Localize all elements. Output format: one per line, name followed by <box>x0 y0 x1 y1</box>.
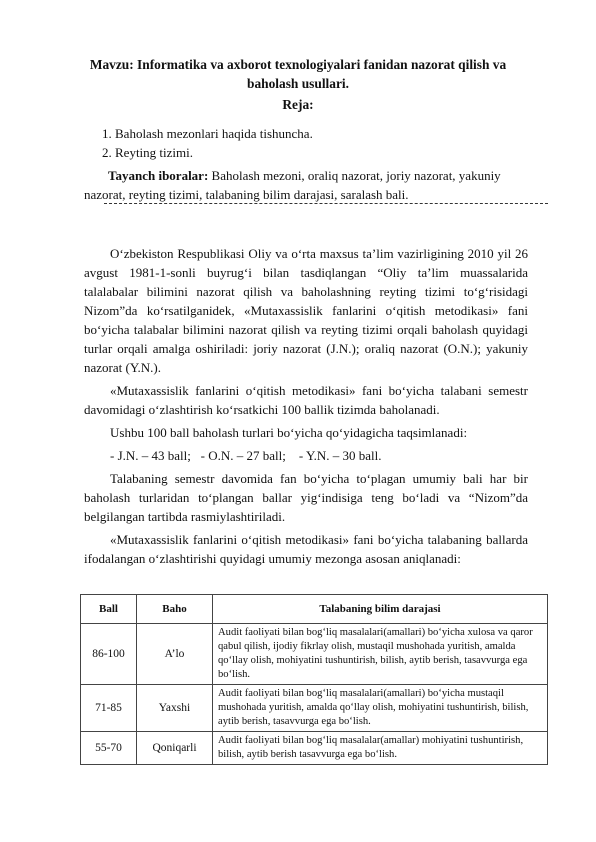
score-range-cell: 86-100 <box>81 624 137 685</box>
grading-table <box>80 594 548 765</box>
body-text <box>84 244 528 572</box>
paragraph: «Mutaxassislik fanlarini o‘qitish metodikasi» fani bo‘yicha talabani semestr davomidagi o‘zlashtirish ko‘rsatkichi 100 ballik tizimda baholanadi. <box>84 383 528 417</box>
document-title: Mavzu: Informatika va axborot texnologiyalari fanidan nazorat qilish va baholash usullari. <box>89 57 507 91</box>
score-range-cell: 71-85 <box>81 685 137 732</box>
plan-heading: Reja: <box>282 97 314 112</box>
paragraph: Talabaning semestr davomida fan bo‘yicha to‘plagan umumiy bali har bir baholash turlaridan to‘plangan ballar yig‘indisiga teng bo‘ladi va “Nizom”da belgilangan tartibda rasmiylashtiriladi. <box>84 471 528 524</box>
column-header: Talabaning bilim darajasi <box>213 595 548 624</box>
table-header-row <box>81 595 548 624</box>
column-header: Baho <box>137 595 213 624</box>
description-cell: Audit faoliyati bilan bog‘liq masalalari(amallari) bo‘yicha mustaqil mushohada yuritish, amalda qo‘llay olish, mohiyatini tushuntirish, bilish, aytib berish, tasavvurga ega bo‘lish. <box>213 685 548 732</box>
table-row <box>81 685 548 732</box>
grade-cell: Qoniqarli <box>137 732 213 765</box>
paragraph: O‘zbekiston Respublikasi Oliy va o‘rta maxsus ta’lim vazirligining 2010 yil 26 avgust 1981-1-sonli buyrug‘i bilan tasdiqlangan “Oliy ta’lim muassalarida talalabalar bilimini nazorat qilish va baholashning reyting tizimi to‘g‘risidagi Nizom”da ko‘rsatilganidek, «Mutaxassislik fanlarini o‘qitish metodikasi» fani bo‘yicha talabalar bilimini nazorat qilish va reyting tizimi orqali baholash quyidagi turlar orqali amalga oshiriladi: joriy nazorat (J.N.); oraliq nazorat (O.N.); yakuniy nazorat (Y.N.). <box>84 246 528 375</box>
score-range-cell: 55-70 <box>81 732 137 765</box>
grade-distribution: - J.N. – 43 ball; - O.N. – 27 ball; - Y.N. – 30 ball. <box>110 448 382 463</box>
paragraph: «Mutaxassislik fanlarini o‘qitish metodikasi» fani bo‘yicha talabaning ballarda ifodalangan o‘zlashtirishi quyidagi umumiy mezonga asosan aniqlanadi: <box>84 532 528 566</box>
keywords-text: Baholash mezoni, oraliq nazorat, joriy nazorat, yakuniy nazorat, reyting tizimi, talabaning bilim darajasi, saralash bali. <box>84 168 501 202</box>
dashed-divider <box>104 203 548 204</box>
description-cell: Audit faoliyati bilan bog‘liq masalalari(amallari) bo‘yicha xulosa va qaror qabul qilish, ijodiy fikrlay olish, mustaqil mushohada yuritish, amalda qo‘llay olish, mohiyatini tushuntirish, bilish, aytib berish, tasavvurga ega bo‘lish. <box>213 624 548 685</box>
keywords-paragraph <box>84 166 512 204</box>
plan-item: 1. Baholash mezonlari haqida tishuncha. <box>102 126 313 141</box>
grade-cell: Yaxshi <box>137 685 213 732</box>
table-row <box>81 732 548 765</box>
plan-item: 2. Reyting tizimi. <box>102 145 193 160</box>
column-header: Ball <box>81 595 137 624</box>
keywords-label: Tayanch iboralar: <box>108 168 209 183</box>
paragraph: Ushbu 100 ball baholash turlari bo‘yicha qo‘yidagicha taqsimlanadi: <box>110 425 468 440</box>
plan-list <box>102 124 313 162</box>
table-row <box>81 624 548 685</box>
grade-cell: A’lo <box>137 624 213 685</box>
description-cell: Audit faoliyati bilan bog‘liq masalalar(amallar) mohiyatini tushuntirish, bilish, aytib berish tasavvurga ega bo‘lish. <box>213 732 548 765</box>
